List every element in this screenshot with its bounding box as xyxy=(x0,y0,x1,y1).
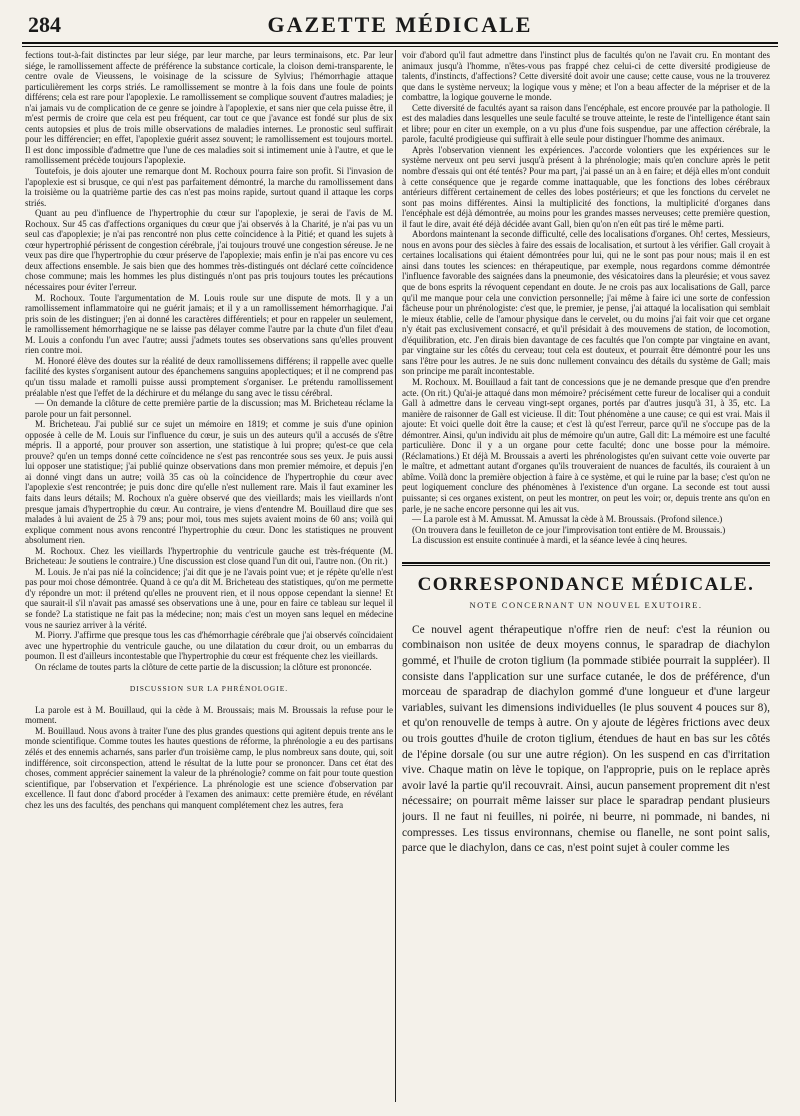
paragraph: — On demande la clôture de cette première partie de la discussion; mas M. Bricheteau réclame la parole pour un fait personnel. xyxy=(25,398,393,419)
left-column xyxy=(25,50,393,1100)
journal-title: GAZETTE MÉDICALE xyxy=(267,12,533,37)
paragraph: La parole est à M. Bouillaud, qui la cède à M. Broussais; mais M. Broussais la refuse pour le moment. xyxy=(25,704,393,726)
paragraph: M. Rochoux. M. Bouillaud a fait tant de concessions que je ne demande presque que d'en prendre acte. (On rit.) Qu'ai-je attaqué dans mon mémoire? précisément cette fureur de localiser qui a conduit Gall à admettre dans le cerveau vingt-sept organes, portés par d'autres jusqu'à 31, à 35, etc. La manière de raisonner de Gall est vicieuse. Il dit: Tout phénomène a une cause; ce qui est vrai. Mais il ajoute: Et voici quelle doit être la cause; et c'est là qu'est l'erreur, parce qu'il ne s'occupe pas de la démontrer. Ainsi, qu'un individu ait plus de mémoire qu'un autre, Gall dit: La mémoire est une faculté particulière. Donc il y a un organe pour cette faculté; donc une bosse pour la mémoire. (Réclamations.) Et déjà M. Broussais a averti les phrénologistes qu'en suivant cette voie ouverte par le maître, et admettant autant d'organes qu'ils trouveraient de nuances de facultés, ils couraient à un abîme. Voilà donc la première objection à faire à ce système, et qui le ruine par la base; c'est qu'on ne peut logiquement conclure des phénomènes à l'existence d'un organe. La seconde est tout aussi puissante; si ces organes existent, on peut les montrer, on peut les voir; or, depuis trente ans qu'on en parle, je ne sache encore personne qui les ait vus. xyxy=(402,376,770,514)
note-title: NOTE CONCERNANT UN NOUVEL EXUTOIRE. xyxy=(469,600,703,611)
paragraph: Ce nouvel agent thérapeutique n'offre rien de neuf: c'est la réunion ou combinaison non usitée de deux moyens connus, le sparadrap de diachylon gommé, et l'huile de croton tiglium (la pommade stibiée pourrait la suppléer). Il consiste dans l'application sur une surface cutanée, le dos de préférence, d'un morceau de sparadrap de diachylon gommé d'une longueur et d'une largeur variables, suivant les dimensions individuelles (le plus souvent 4 pouces sur 8), et qu'on renouvelle de temps à autre. On y ajoute de légères frictions avec deux ou trois gouttes d'huile de croton tiglium, étendues de haut en bas sur les côtés de l'épine dorsale (ou sur une autre région). On les suspend en cas d'irritation vive. Chaque matin on lève le topique, on l'approprie, puis on le replace après avoir lavé la partie qu'il recouvrait. Ainsi, aucun pansement proprement dit n'est nécessaire; on pourrait même laisser sur place le sparadrap pendant plusieurs jours. Il ne faut ni feuilles, ni poirée, ni beurre, ni pommade, ni bandes, ni compresses. Les tissus environnans, chemise ou flanelle, ne sont point salis, parce que le diachylon, dans ce cas, n'est point sujet à couler comme les xyxy=(402,623,770,855)
paragraph: M. Rochoux. Toute l'argumentation de M. Louis roule sur une dispute de mots. Il y a un ramollissement inflammatoire qui ne guérit jamais; et il y a un ramollissement hémorrhagique. J'ai pris soin de les distinguer; j'en ai donné les caractères différentiels; et pour en rappeler un seulement, le ramollissement hémorrhagique ne se laisse pas délayer comme l'autre par la chute d'un filet d'eau M. Louis a confondu l'un avec l'autre; aussi j'admets toutes ses observations sans qu'elles prouvent rien contre moi. xyxy=(25,292,393,356)
section-heading: DISCUSSION SUR LA PHRÉNOLOGIE. xyxy=(129,684,289,694)
paragraph: On réclame de toutes parts la clôture de cette partie de la discussion; la clôture est prononcée. xyxy=(35,661,372,672)
column-divider xyxy=(395,50,396,1102)
paragraph: Quant au peu d'influence de l'hypertrophie du cœur sur l'apoplexie, je serai de l'avis de M. Rochoux. Sur 45 cas d'affections organiques du cœur que j'ai observés à la Charité, je n'ai pas vu un seul cas d'apoplexie; je n'ai pas rencontré non plus cette coïncidence à la Pitié; et quand les sujets à cœur hypertrophié périssent de congestion cérébrale, j'ai toujours trouvé une congestion séreuse. Je ne veux pas dire que l'hypertrophie du cœur préserve de l'apoplexie; mais enfin je n'ai pas encore vu ces deux affections ensemble. Je sais bien que des hommes très-distingués ont déclaré cette coïncidence chose commune; mais les hommes les plus distingués n'ont pas pris toujours toutes les précautions nécessaires pour éviter l'erreur. xyxy=(25,208,393,293)
page-number: 284 xyxy=(28,12,61,37)
paragraph: Après l'observation viennent les expériences. J'accorde volontiers que les expériences sur le système nerveux ont peu servi jusqu'à présent à la phrénologie; mais qu'en conclure après le petit nombre d'essais qui ont été tentés? Pour ma part, j'ai passé un an à en faire; et déjà elles m'ont conduit à cette conséquence que je regarde comme inattaquable, que les fonctions des lobes cérébraux antérieurs diffèrent certainement de celles des lobes postérieurs; et que les fonctions du cervelet ne sont pas moins différentes. Ainsi la multiplicité des fonctions, la multiplicité d'organes dans l'encéphale est déjà démontrée, au moins pour les grandes masses nerveuses; cette première question, il faut le dire, avait été déjà décidée avant Gall, bien qu'on n'en eût pas tiré le même parti. xyxy=(402,144,770,229)
paragraph: M. Bouillaud. Nous avons à traiter l'une des plus grandes questions qui agitent depuis trente ans le monde scientifique. Comme toutes les hautes questions de réforme, la phrénologie a eu des partisans zélés et des ennemis acharnés, sans parler d'un troisième camp, le plus nombreux sans doute, qui, soit indifférence, soit circonspection, attend le résultat de la lutte pour se prononcer. Dans cet état des choses, comment apprécier sainement la valeur de la phrénologie? comme on fait pour toute question scientifique, par l'observation et l'expérience. La phrénologie est une science d'observation par excellence. Il faut donc d'abord procéder à l'examen des animaux: cette première étude, en révélant chez les uns des facultés, des penchans qui manquent complétement chez les autres, fera xyxy=(25,725,393,810)
header-rule-thin xyxy=(22,46,778,47)
paragraph: M. Rochoux. Chez les vieillards l'hypertrophie du ventricule gauche est très-fréquente (M. Bricheteau: Je soutiens le contraire.) Une discussion est close quand l'un dit oui, l'autre non. (On rit.) xyxy=(25,545,393,567)
page-header xyxy=(22,10,778,40)
paragraph: Toutefois, je dois ajouter une remarque dont M. Rochoux pourra faire son profit. Si l'invasion de l'apoplexie est si brusque, ce qui n'est pas parfaitement démontré, la marche du ramollissement dans la troisième ou la quatrième partie des cas n'est pas moins rapide, surtout quand il attaque les corps striés. xyxy=(25,166,393,208)
paragraph: M. Louis. Je n'ai pas nié la coïncidence; j'ai dit que je ne l'avais point vue; et je répète qu'elle n'est pas pour moi chose démontrée. Quand à ce qu'a dit M. Bricheteau des statistiques, qu'on me permette d'y répondre un mot: il prétend qu'elles ne prouvent rien, et il nous oppose cependant la sienne! Et que saurait-il s'il n'avait pas amassé ses observations une à une, pour en faire ce tableau sur lequel il se fonde? La statistique ne fait pas la médecine; non; mais c'est un moyen sans lequel en médecine vous ne sauriez arriver à la vérité. xyxy=(25,566,393,630)
paragraph: (On trouvera dans le feuilleton de ce jour l'improvisation tont entière de M. Broussais.) xyxy=(412,524,726,535)
paragraph: M. Piorry. J'affirme que presque tous les cas d'hémorrhagie cérébrale que j'ai observés coïncidaient avec une hypertrophie du ventricule gauche, ou une dilatation du cœur droit, ou un embarras du poumon. Il est d'ailleurs incontestable que l'hypertrophie du cœur est fréquente chez les vieillards. xyxy=(25,630,393,662)
paragraph: Abordons maintenant la seconde difficulté, celle des localisations d'organes. Oh! certes, Messieurs, nous en avons pour des siècles à faire des essais de localisation, et surtout à les vérifier. Gall croyait à certaines localisations qui étaient démontrées pour lui, qui ne le sont pas pour nous; mais il en est ainsi dans toutes les sciences: en thérapeutique, par exemple, nous regardons comme démontrée l'influence favorable des saignées dans la pneumonie, des vésicatoires dans la pleurésie; et vous savez que de bons esprits la révoquent cependant en doute. Je ne crois pas aux localisations de Gall, parce qu'il me manque pour cela une conviction personnelle; j'ai même à faire ici une sorte de confession fâcheuse pour un phrénologiste: c'est que, le premier, je pense, j'ai attaqué la localisation qui semblait le mieux établie, celle de l'amour physique dans le cervelet, ou du moins j'ai fait voir que cet organe n'y était pas exclusivement consacré, et qu'il présidait à des mouvemens de station, de locomotion, d'équilibration, etc. J'en dirais bien davantage de ces facultés que l'on compte par vingtaine en avant, par vingtaine sur les côtés du cerveau; tout cela est douteux, et pourrait être démontré pour les uns sans l'être pour les autres. Je ne suis donc nullement convaincu des détails du système de Gall; mais son principe me paraît incontestable. xyxy=(402,229,770,377)
section-rule-thin xyxy=(402,565,770,566)
paragraph: La discussion est ensuite continuée à mardi, et la séance levée à cinq heures. xyxy=(412,535,688,546)
paragraph: M. Honoré élève des doutes sur la réalité de deux ramollissemens différens; il rappelle avec quelle facilité des kystes s'organisent autour des épanchemens sanguins apoplectiques; et il ne comprend pas qu'un tissu malade et ramolli puisse aussi promptement s'organiser. Le prétendu ramollissement préalable n'est que l'effet de la déchirure et du mélange du sang avec le tissu cérébral. xyxy=(25,355,393,398)
section-rule xyxy=(402,562,770,564)
paragraph: fections tout-à-fait distinctes par leur siége, par leur marche, par leurs terminaisons, etc. Par leur siége, le ramollissement affecte de préférence la substance corticale, la cloison demi-transparente, le centre ovale de Vieussens, le voisinage de la scissure de Sylvius; l'hémorrhagie attaque particulièrement les corps striés. Le ramollissement se montre à la fois dans une foule de points différens; cela est rare pour l'apoplexie. Le ramollissement se complique souvent d'autres maladies; je n'ai jamais vu de complication de ce genre se joindre à l'apoplexie, et sans nier que cela puisse être, il m'est permis de croire que cela est peu fréquent, car tout ce que j'avance est fondé sur plus de six cents autopsies et plus de trois mille observations de maladies internes. Le pronostic seul suffirait pour les différencier; en effet, l'apoplexie guérit assez souvent; le ramollissement est toujours mortel. Il est donc impossible d'admettre que l'une de ces maladies soit si intimement unie à l'autre, et que le ramollissement précède toujours l'apoplexie. xyxy=(25,50,393,166)
paragraph: voir d'abord qu'il faut admettre dans l'instinct plus de facultés qu'on ne l'avait cru. En montant des animaux jusqu'à l'homme, n'êtes-vous pas frappé chez celui-ci de cette diversité prodigieuse de talents, d'instincts, d'affections? Cette diversité doit avoir une cause; cette cause, vous ne la trouverez que dans le système nerveux; la logique vous y mène; et l'on a beau affecter de la mépriser et de la combattre, la logique gouverne le monde. xyxy=(402,50,770,103)
correspondance-title: CORRESPONDANCE MÉDICALE. xyxy=(417,573,755,595)
paragraph: — La parole est à M. Amussat. M. Amussat la cède à M. Broussais. (Profond silence.) xyxy=(412,514,723,525)
header-rule xyxy=(22,42,778,44)
paragraph: M. Bricheteau. J'ai publié sur ce sujet un mémoire en 1819; et comme je suis d'une opinion opposée à celle de M. Louis sur l'influence du cœur, je suis un des auteurs qu'il a accusés de s'être mépris. Il a apporté, pour prouver son assertion, une statistique à lui propre; qu'est-ce que cela prouve? qu'en un temps donné cette coïncidence ne s'est pas rencontrée sous ses yeux. Je puis aussi lui opposer une statistique; j'ai publié quinze observations dans mon premier mémoire, et depuis j'en ai donné vingt dans un autre; voilà 35 cas où la coïncidence de l'hypertrophie du cœur avec l'apoplexie s'est rencontrée; je puis donc dire qu'elle n'est nullement rare. Mais il faut examiner les faits dans leurs détails; M. Rochoux n'a guère observé que des vieillards; mais les vieillards n'ont presque jamais d'hypertrophie du cœur. Au contraire, je viens d'entendre M. Bouillaud dire que ses malades à lui avaient de 25 à 79 ans; pour moi, tous mes sujets avaient moins de 60 ans; voilà qui explique comment nous avons rencontré l'hypertrophie du cœur. Donc les statistiques ne prouvent absolument rien. xyxy=(25,419,393,546)
paragraph: Cette diversité de facultés ayant sa raison dans l'encéphale, est encore prouvée par la pathologie. Il est des maladies dans lesquelles une seule faculté se trouve atteinte, le reste de l'intelligence étant sain et libre; pour en citer un exemple, on a vu plus d'une fois suspendue, par une affection cérébrale, la parole, faculté prodigieuse qui suffirait à elle seule pour distinguer l'homme des animaux. xyxy=(402,102,770,145)
right-column xyxy=(402,50,770,1100)
